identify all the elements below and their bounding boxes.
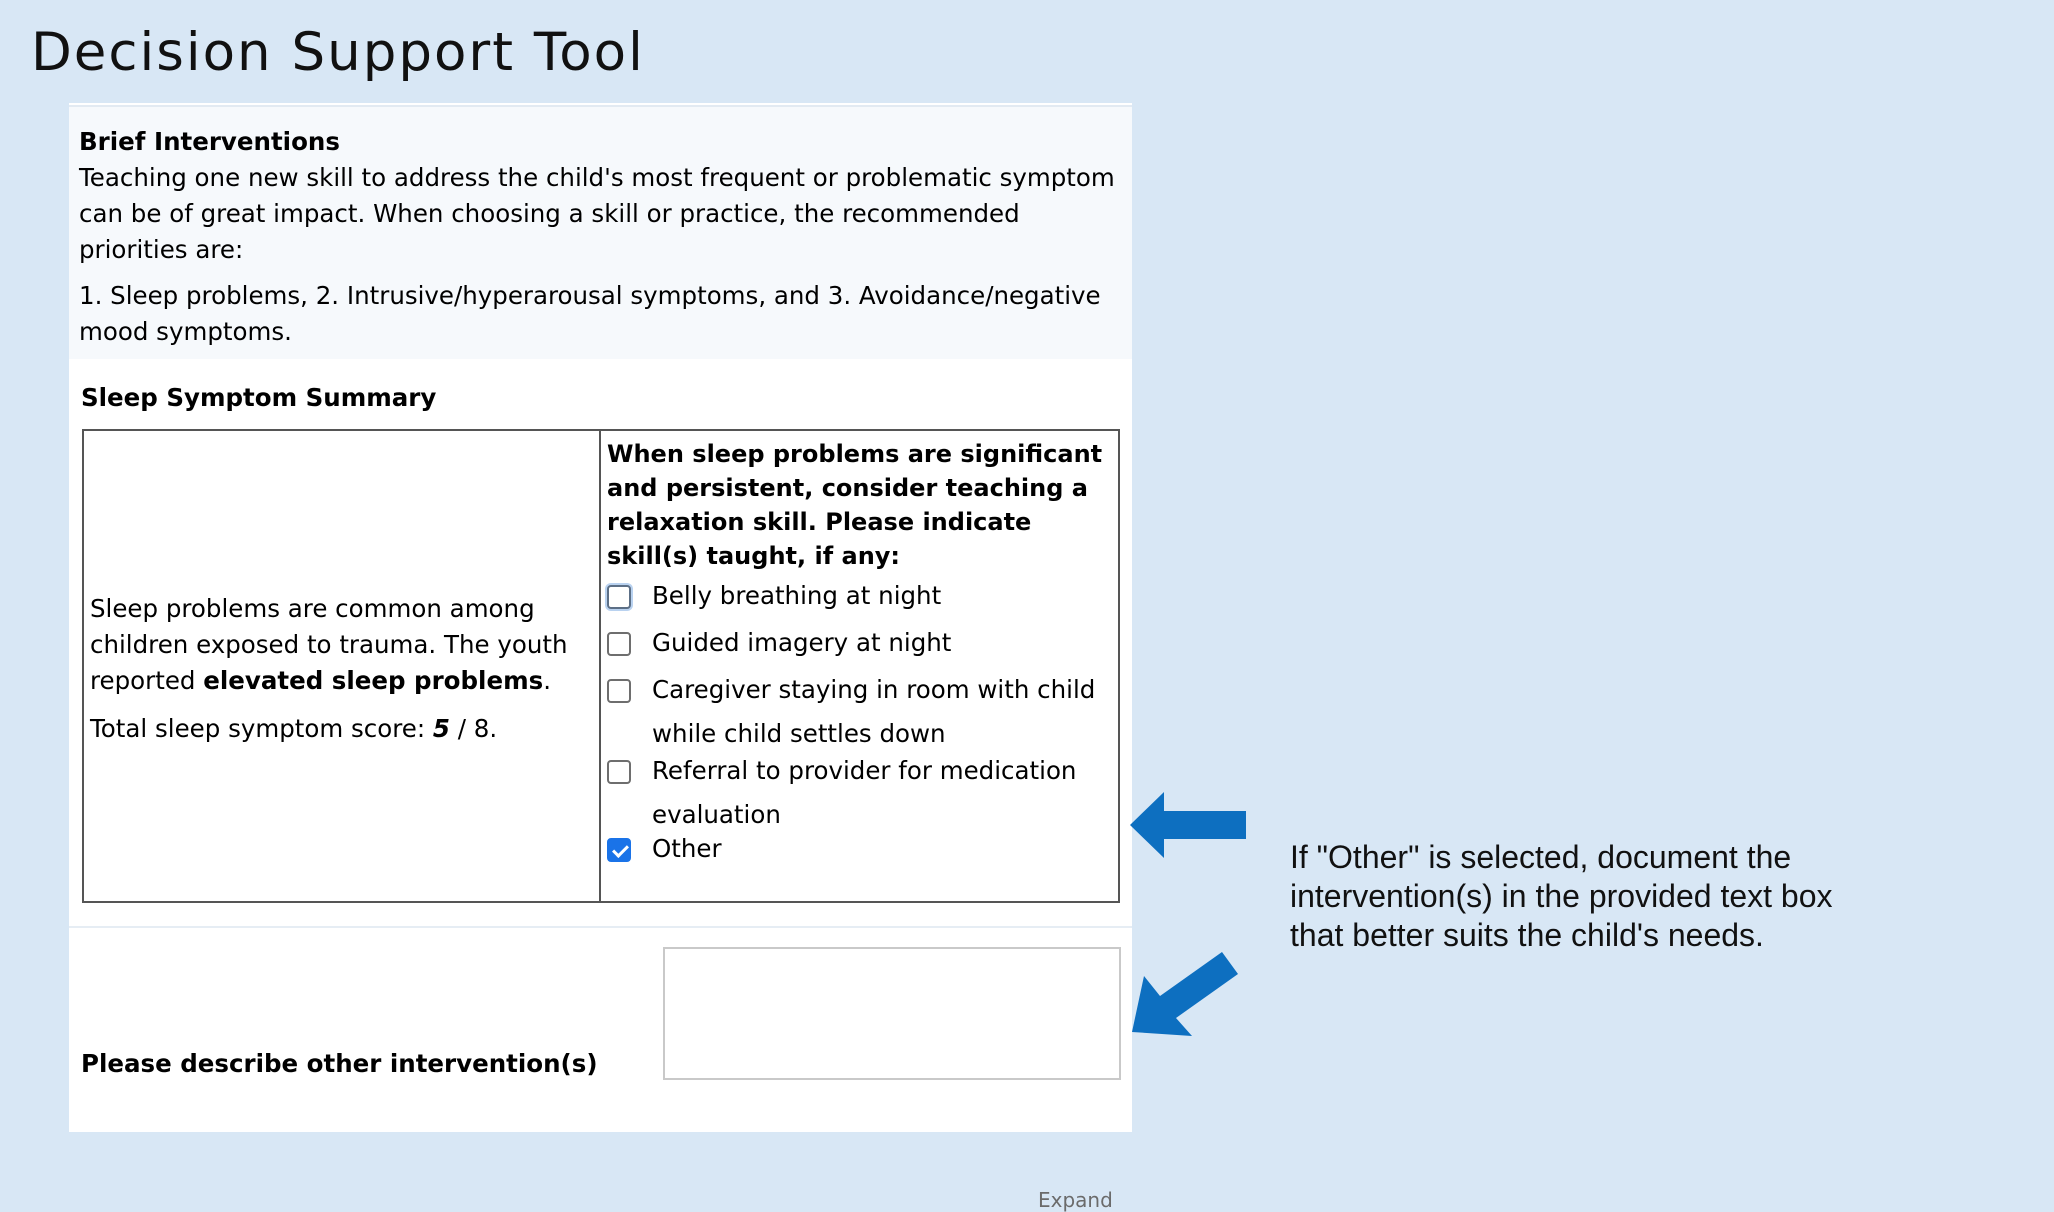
priorities-text: 1. Sleep problems, 2. Intrusive/hyperarousal symptoms, and 3. Avoidance/negative mood symptoms. <box>79 281 1101 346</box>
belly-breathing-checkbox[interactable] <box>607 585 631 609</box>
skills-cell <box>601 431 1118 901</box>
skills-prompt: When sleep problems are significant and persistent, consider teaching a relaxation skill. Please indicate skill(s) taught, if any: <box>607 440 1103 570</box>
option-label: Guided imagery at night <box>652 628 952 657</box>
other-interventions-label: Please describe other intervention(s) <box>81 1049 598 1078</box>
brief-interventions-heading: Brief Interventions <box>79 127 340 156</box>
sleep-summary-cell <box>84 431 601 901</box>
sleep-score-line <box>90 711 590 747</box>
sleep-summary-table <box>82 429 1120 903</box>
option-label: Other <box>652 834 722 863</box>
score-max: / 8. <box>449 714 498 743</box>
caregiver-staying-checkbox[interactable] <box>607 679 631 703</box>
left-arrow-icon <box>1130 792 1250 858</box>
sleep-summary-text <box>90 591 590 747</box>
brief-interventions-text: Teaching one new skill to address the child's most frequent or problematic symptom can be of great impact. When choosing a skill or practice, the recommended priorities are: <box>79 163 1115 264</box>
option-label: Belly breathing at night <box>652 581 942 610</box>
score-value: 5 <box>432 714 450 743</box>
slide-title: Decision Support Tool <box>31 22 645 83</box>
summary-text-prefix: Sleep problems are common among children exposed to trauma. The youth reported <box>90 594 568 695</box>
option-caregiver-staying[interactable] <box>607 668 1117 756</box>
referral-checkbox[interactable] <box>607 760 631 784</box>
brief-interventions-panel <box>69 105 1132 359</box>
other-interventions-textarea[interactable] <box>663 947 1121 1080</box>
expand-link[interactable]: Expand <box>1038 1188 1113 1212</box>
sleep-summary-heading: Sleep Symptom Summary <box>81 383 437 412</box>
guided-imagery-checkbox[interactable] <box>607 632 631 656</box>
option-belly-breathing[interactable] <box>607 574 1117 618</box>
option-guided-imagery[interactable] <box>607 621 1117 665</box>
option-label: Caregiver staying in room with child while child settles down <box>652 675 1096 748</box>
other-checkbox[interactable] <box>607 838 631 862</box>
annotation-callout: If "Other" is selected, document the intervention(s) in the provided text box that better suits the child's needs. <box>1290 839 1833 953</box>
down-left-arrow-icon <box>1130 950 1240 1036</box>
summary-text-bold: elevated sleep problems <box>203 666 544 695</box>
summary-text-suffix: . <box>543 666 551 695</box>
decision-support-form <box>69 103 1132 1212</box>
section-divider <box>69 926 1132 928</box>
option-referral[interactable] <box>607 749 1117 837</box>
option-label: Referral to provider for medication evaluation <box>652 756 1077 829</box>
option-other[interactable] <box>607 827 1117 871</box>
score-label: Total sleep symptom score: <box>90 714 433 743</box>
